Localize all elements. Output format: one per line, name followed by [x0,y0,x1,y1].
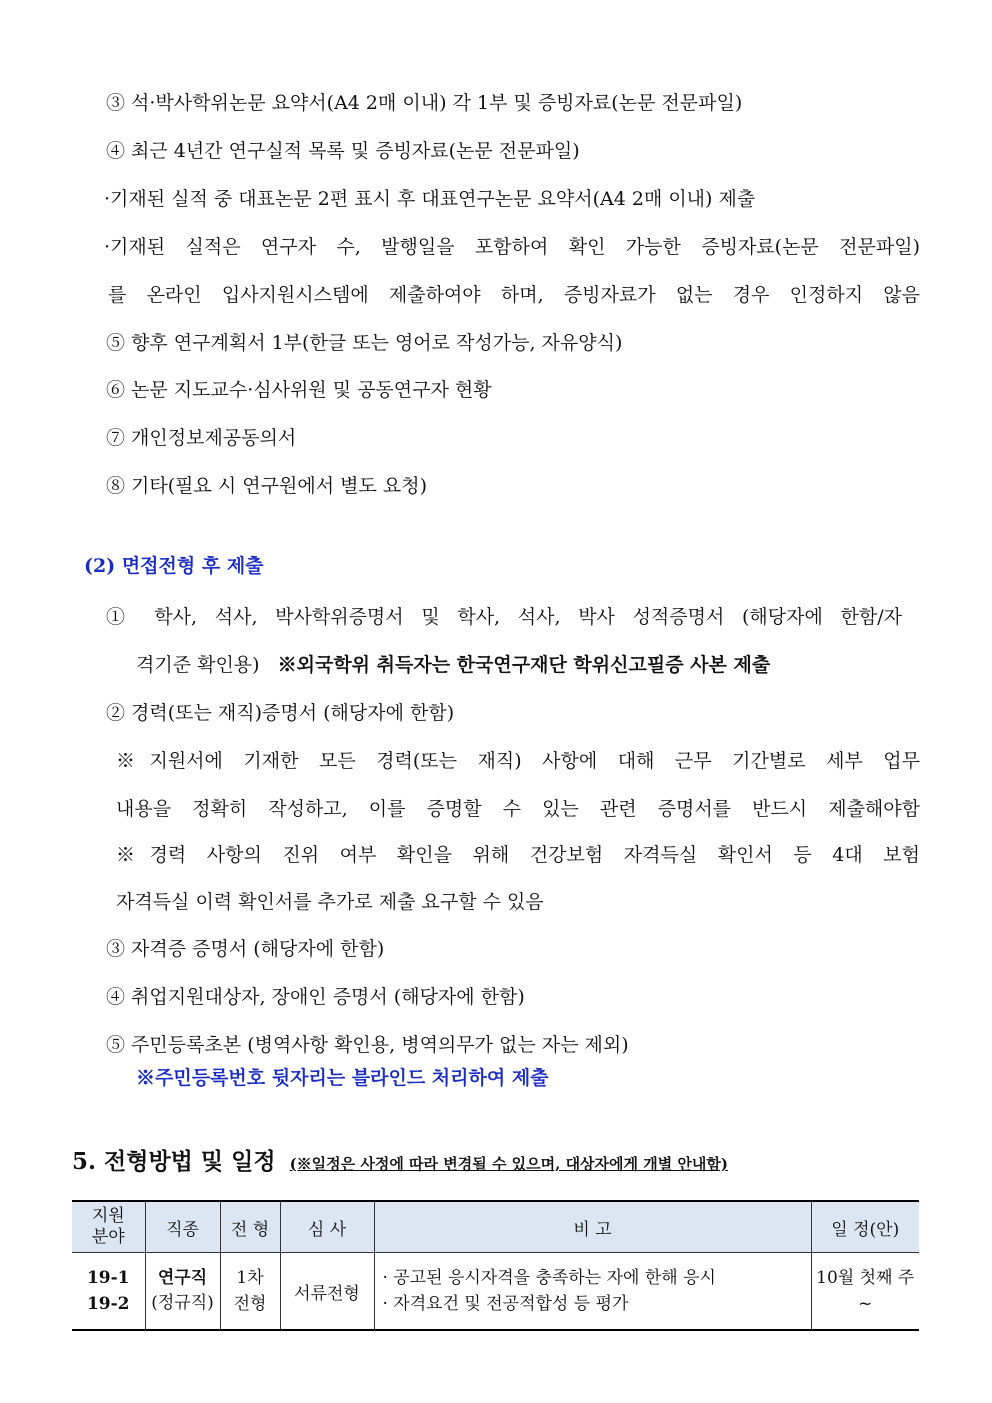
header-remarks: 비 고 [374,1201,811,1253]
cell-field [72,1253,145,1331]
cell-schedule [811,1253,919,1331]
cell-job [145,1253,220,1331]
section-5-title: 5. 전형방법 및 일정 [72,1148,276,1175]
doc-item-4-sub2-line2: 를 온라인 입사지원시스템에 제출하여야 하며, 증빙자료가 없는 경우 인정하지 않음 [108,284,920,306]
doc-item-3: ③ 석·박사학위논문 요약서(A4 2매 이내) 각 1부 및 증빙자료(논문 전문파일) [106,92,743,114]
doc-item-4-sub1: ·기재된 실적 중 대표논문 2편 표시 후 대표연구논문 요약서(A4 2매 이내) 제출 [104,188,756,210]
interview-item-5: ⑤ 주민등록초본 (병역사항 확인용, 병역의무가 없는 자는 제외) [106,1034,629,1056]
table-header-row [72,1201,919,1253]
cell-job-line2: (정규직) [151,1293,214,1313]
interview-item-1-line1: ① 학사, 석사, 박사학위증명서 및 학사, 석사, 박사 성적증명서 (해당자에 한함/자 [106,606,902,628]
header-job: 직종 [145,1201,220,1253]
cell-stage-line2: 전형 [233,1294,267,1314]
foreign-degree-note: ※외국학위 취득자는 한국연구재단 학위신고필증 사본 제출 [277,654,771,676]
cell-schedule-line1: 10월 첫째 주 [816,1267,915,1288]
interview-item-1-line2 [136,656,770,675]
interview-item-2: ② 경력(또는 재직)증명서 (해당자에 한함) [106,702,455,724]
header-stage: 전 형 [220,1201,280,1253]
doc-item-8: ⑧ 기타(필요 시 연구원에서 별도 요청) [106,475,427,497]
doc-item-5: ⑤ 향후 연구계획서 1부(한글 또는 영어로 작성가능, 자유양식) [106,332,623,354]
doc-item-6: ⑥ 논문 지도교수·심사위원 및 공동연구자 현황 [106,379,492,401]
cell-remark-1: · 공고된 응시자격을 충족하는 자에 한해 응시 [382,1267,716,1288]
doc-item-4: ④ 최근 4년간 연구실적 목록 및 증빙자료(논문 전문파일) [106,140,580,162]
header-schedule: 일 정(안) [811,1201,919,1253]
doc-item-4-sub2-line1: ·기재된 실적은 연구자 수, 발행일을 포함하여 확인 가능한 증빙자료(논문 전문파일) [104,236,920,258]
cell-field-line1: 19-1 [86,1267,130,1288]
header-field-line1: 지원 [91,1205,125,1226]
cell-remarks [374,1253,811,1331]
career-note-1-line2: 내용을 정확히 작성하고, 이를 증명할 수 있는 관련 증명서를 반드시 제출해야함 [116,798,920,820]
header-review: 심 사 [280,1201,374,1253]
header-field [72,1201,145,1253]
section-5-heading [72,1150,728,1173]
resident-number-note: ※주민등록번호 뒷자리는 블라인드 처리하여 제출 [136,1067,549,1089]
interview-item-1-purpose: 격기준 확인용) [136,654,260,676]
career-note-2-line2: 자격득실 이력 확인서를 추가로 제출 요구할 수 있음 [116,891,544,913]
section-2-title: (2) 면접전형 후 제출 [84,555,264,577]
cell-stage [220,1253,280,1331]
career-note-2-line1: ※경력 사항의 진위 여부 확인을 위해 건강보험 자격득실 확인서 등 4대 보험 [116,844,920,866]
cell-schedule-line2: ~ [858,1294,873,1314]
schedule-table [72,1200,919,1331]
cell-stage-line1: 1차 [236,1267,264,1288]
doc-item-7: ⑦ 개인정보제공동의서 [106,427,297,449]
cell-job-line1: 연구직 [157,1268,208,1289]
interview-item-3: ③ 자격증 증명서 (해당자에 한함) [106,938,385,960]
header-field-line2: 분야 [91,1227,125,1247]
cell-review: 서류전형 [280,1253,374,1331]
interview-item-4: ④ 취업지원대상자, 장애인 증명서 (해당자에 한함) [106,986,525,1008]
cell-remark-2: · 자격요건 및 전공적합성 등 평가 [382,1294,629,1314]
cell-field-line2: 19-2 [86,1294,130,1314]
career-note-1-line1: ※지원서에 기재한 모든 경력(또는 재직) 사항에 대해 근무 기간별로 세부 업무 [116,750,920,772]
section-5-note: (※일정은 사정에 따라 변경될 수 있으며, 대상자에게 개별 안내함) [289,1155,729,1173]
table-row [72,1253,919,1331]
